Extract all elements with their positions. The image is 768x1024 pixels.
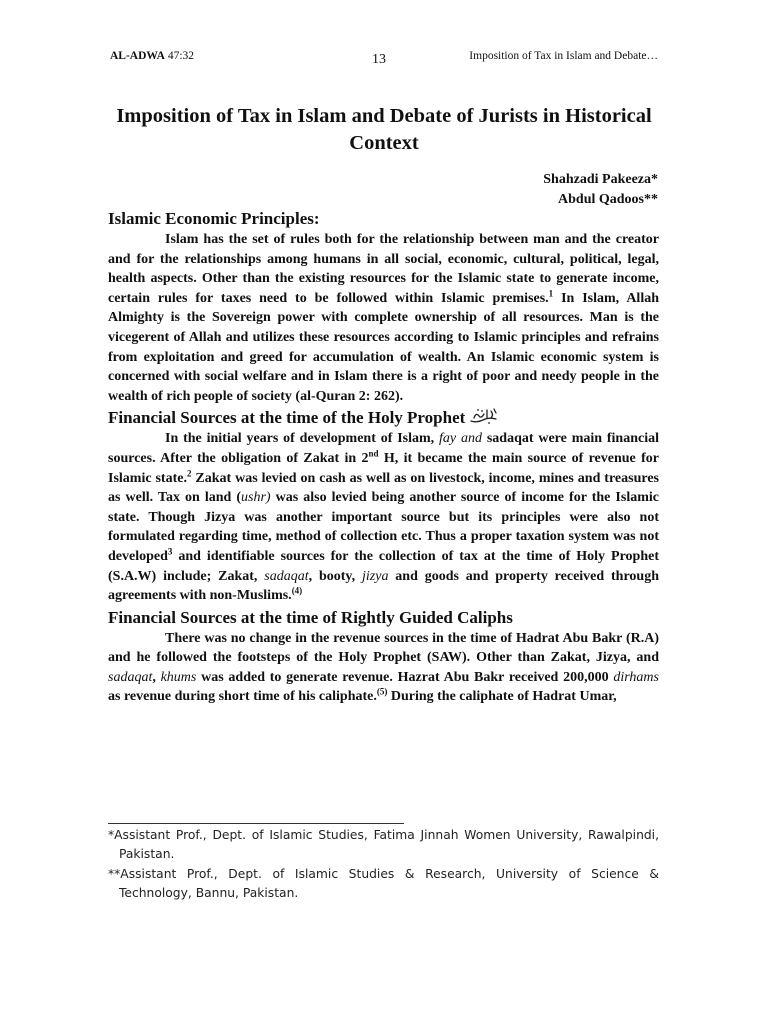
footnote-ref: 2 <box>186 467 192 478</box>
running-title: Imposition of Tax in Islam and Debate… <box>469 50 658 62</box>
journal-issue: 47:32 <box>167 50 195 62</box>
paragraph-economic-principles <box>108 230 659 406</box>
text-run: Zakat was levied on cash as well as on livestock, income, mines and treasures as well. Tax on land ( <box>108 470 659 506</box>
text-run: and identifiable sources for the collection of tax at the time of Holy Prophet (S.A.W) include; Zakat, <box>108 548 659 584</box>
footnote-divider <box>108 823 404 824</box>
text-run: was added to generate revenue. Hazrat Abu Bakr received 200,000 <box>196 669 614 685</box>
page-number: 13 <box>372 52 386 67</box>
footnote-ref: (4) <box>291 585 303 596</box>
footnote-author-1: *Assistant Prof., Dept. of Islamic Studies, Fatima Jinnah Women University, Rawalpindi, Pakistan. <box>108 828 659 861</box>
text-run: There was no change in the revenue sources in the time of Hadrat Abu Bakr (R.A) and he followed the footsteps of the Holy Prophet (SAW). Other than Zakat, Jizya, and <box>108 630 659 666</box>
paragraph-rightly-guided-caliphs <box>108 629 659 707</box>
footnote-author-2: **Assistant Prof., Dept. of Islamic Studies & Research, University of Science & Technology, Bannu, Pakistan. <box>108 867 659 900</box>
footnote-ref: 1 <box>548 288 554 299</box>
pbuh-calligraphy-icon <box>469 407 499 425</box>
article-title: Imposition of Tax in Islam and Debate of Jurists in Historical Context <box>116 105 652 154</box>
text-run: , booty, <box>308 568 362 584</box>
text-run: During the caliphate of Hadrat Umar, <box>387 689 617 705</box>
author-name: Abdul Qadoos** <box>558 192 658 207</box>
running-header <box>110 50 658 70</box>
italic-term: fay and <box>439 431 482 447</box>
section-heading-rightly-guided-caliphs: Financial Sources at the time of Rightly Guided Caliphs <box>108 607 513 627</box>
footnote-ref: (5) <box>376 686 388 697</box>
heading-text: Financial Sources at the time of the Holy Prophet <box>108 408 466 428</box>
text-run: sadaqat were main financial sources. After the obligation of Zakat in 2 <box>108 431 660 466</box>
text-run: and goods and property received through agreements with non-Muslims. <box>108 568 659 604</box>
journal-name: AL-ADWA <box>110 50 165 62</box>
footnote-ref: 3 <box>167 546 173 557</box>
text-run: Islam has the set of rules both for the relationship between man and the creator and for the relationships among humans in all social, economic, cultural, political, legal, health aspects. Other than the existing resources for the Islamic state to generate income, certain rules for taxes need to be followed within Islamic premises. <box>108 232 659 306</box>
section-heading-holy-prophet <box>108 407 659 429</box>
italic-term: khums <box>160 669 197 685</box>
paragraph-holy-prophet <box>108 429 659 605</box>
text-run: In the initial years of development of Islam, <box>165 431 440 447</box>
author-list <box>543 170 658 210</box>
footnotes <box>108 826 659 904</box>
italic-term: sadaqat <box>108 669 153 685</box>
ordinal-suffix: nd <box>368 448 379 459</box>
article-body <box>108 208 659 707</box>
text-run: H, it became the main source of revenue for Islamic state. <box>108 450 659 486</box>
text-run: was also levied being another source of income for the Islamic state. Though Jizya was another important source but its principles were also not formulated regarding time, method of collection etc. Thus a proper taxation system was not developed <box>108 490 659 564</box>
journal-citation <box>110 50 194 62</box>
italic-term: ushr) <box>241 490 271 506</box>
text-run: , <box>152 669 161 685</box>
text-run: In Islam, Allah Almighty is the Sovereign power with complete ownership of all resources. Man is the vicegerent of Allah and utilizes these resources according to Islamic principles and refrains from exploitation and greed for accumulation of wealth. An Islamic economic system is concerned with social welfare and in Islam there is a right of poor and needy people in the wealth of rich people of society (al-Quran 2: 262). <box>108 290 659 404</box>
author-name: Shahzadi Pakeeza* <box>543 172 658 187</box>
italic-term: dirhams <box>613 669 659 685</box>
text-run: as revenue during short time of his caliphate. <box>108 689 377 705</box>
italic-term: jizya <box>362 568 389 584</box>
italic-term: sadaqat <box>264 568 309 584</box>
section-heading-economic-principles: Islamic Economic Principles: <box>108 209 320 228</box>
